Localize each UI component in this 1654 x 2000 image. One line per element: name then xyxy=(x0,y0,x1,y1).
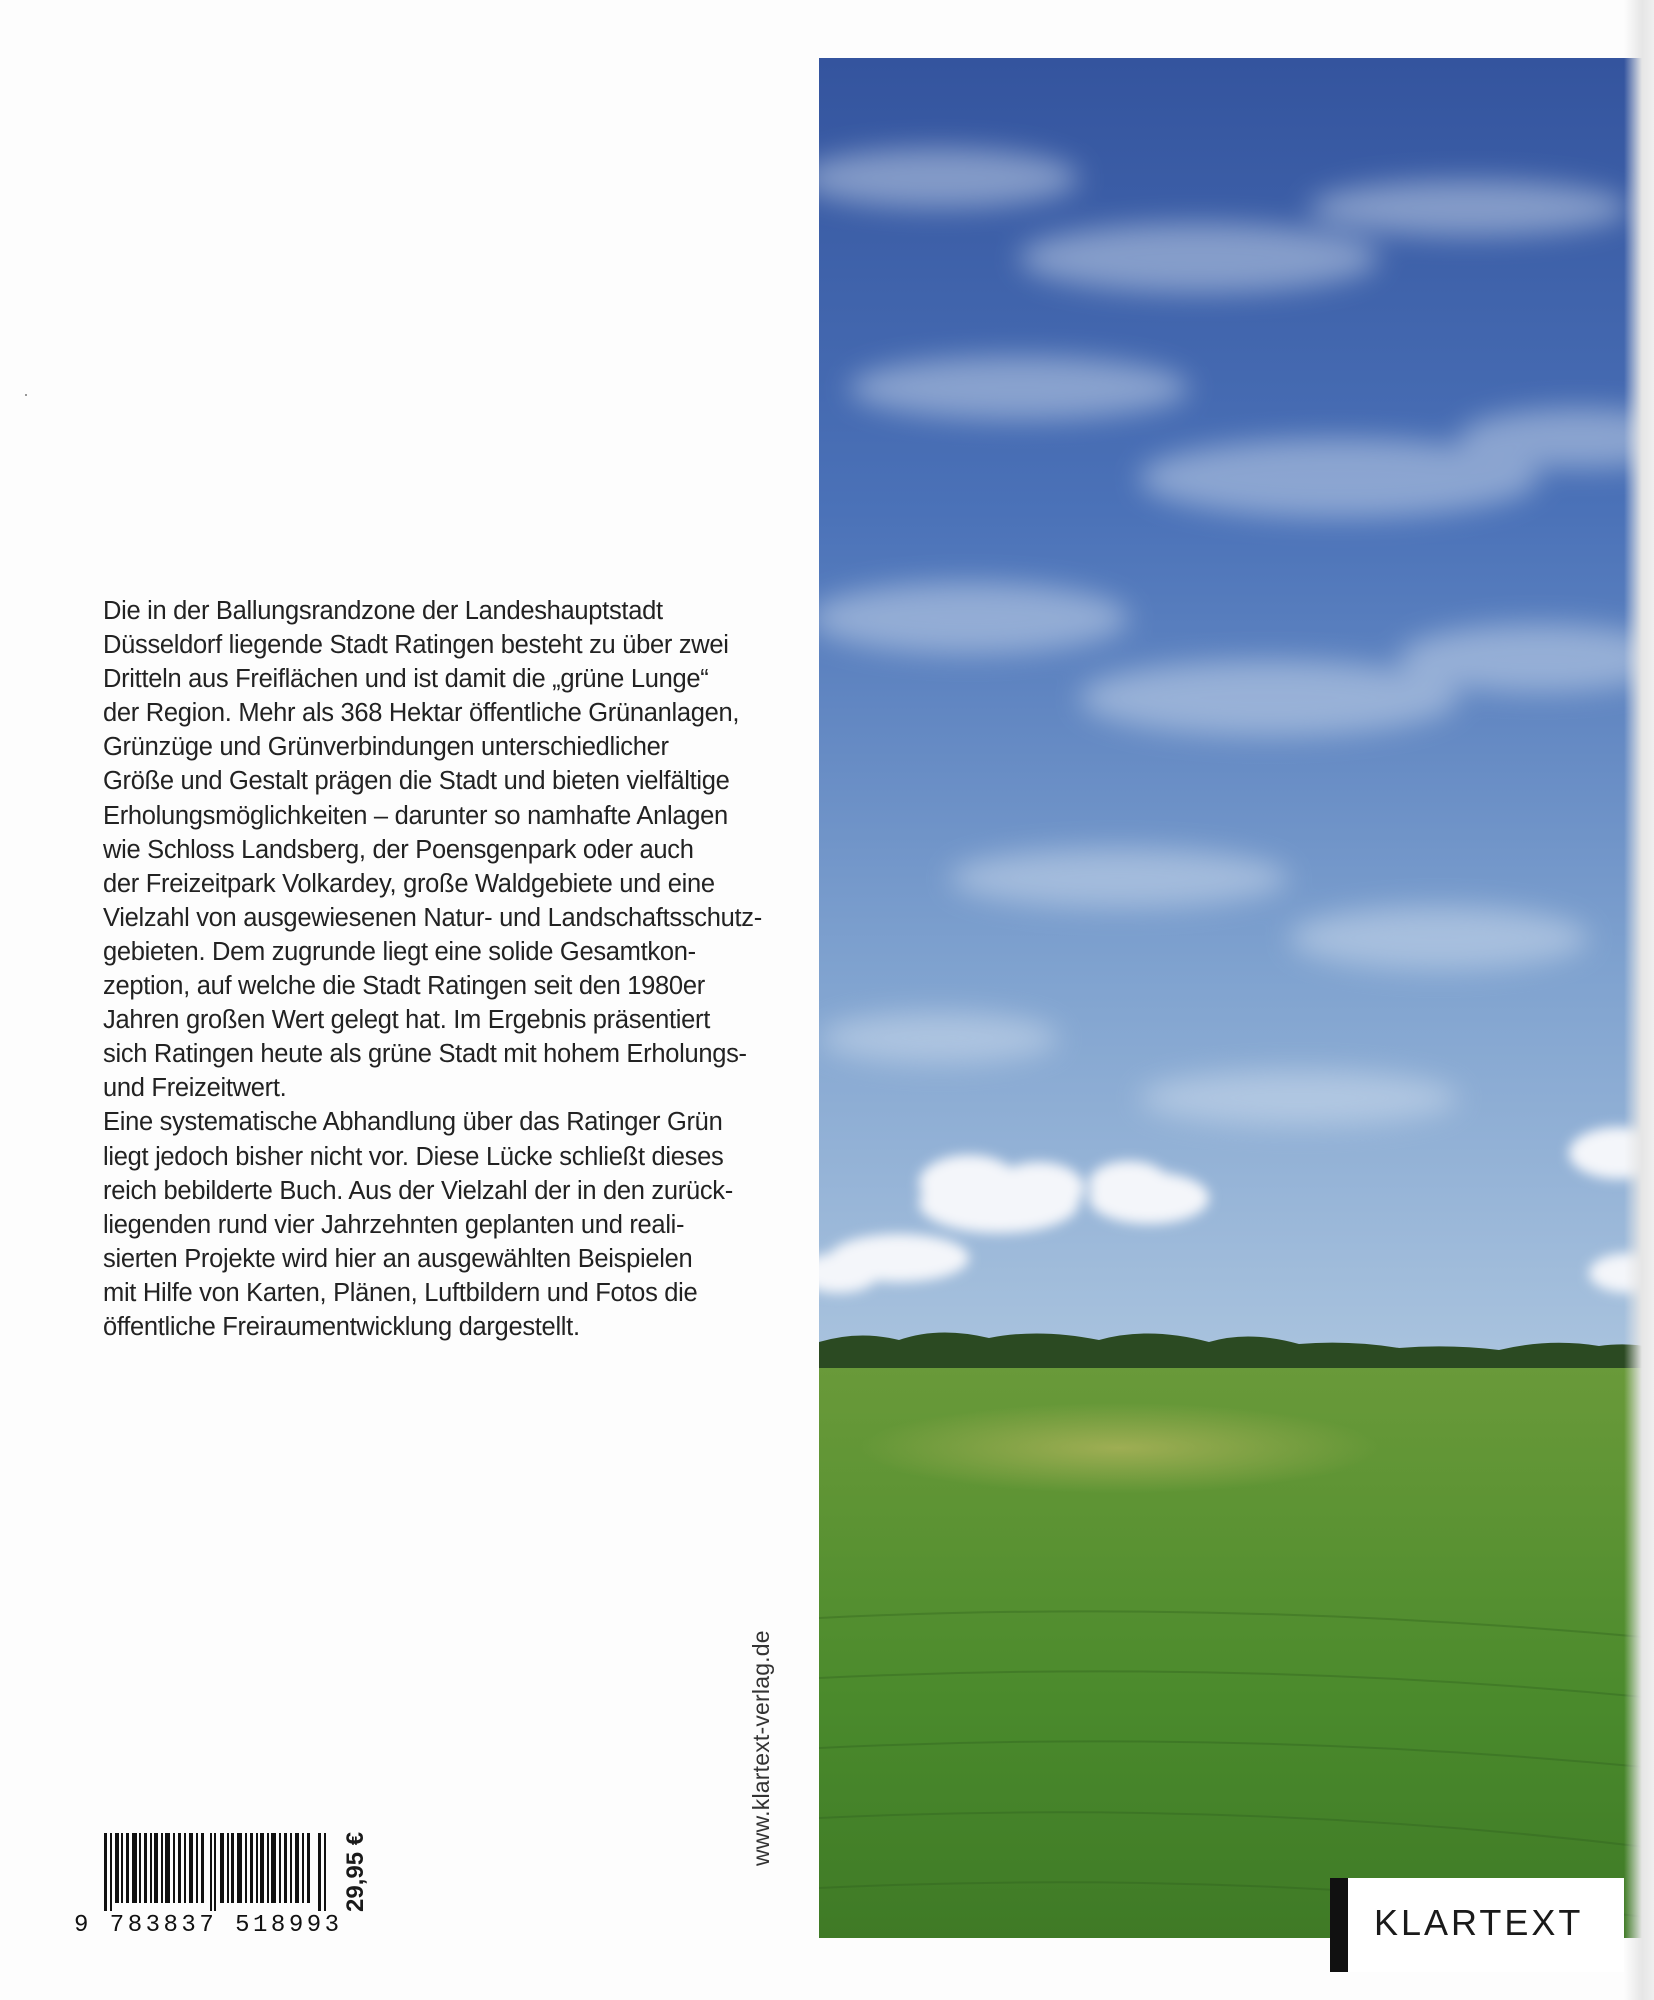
blurb-line: Grünzüge und Grünverbindungen unterschiedlicher xyxy=(103,733,669,762)
blurb-line: liegt jedoch bisher nicht vor. Diese Lücke schließt dieses xyxy=(103,1142,724,1171)
blurb-line: der Region. Mehr als 368 Hektar öffentliche Grünanlagen, xyxy=(103,699,740,728)
scan-speck xyxy=(25,394,27,396)
blurb-line: Erholungsmöglichkeiten – darunter so namhafte Anlagen xyxy=(103,801,728,830)
badge-bar xyxy=(1330,1878,1348,1972)
blurb-line: sich Ratingen heute als grüne Stadt mit hohem Erholungs- xyxy=(103,1040,747,1069)
price-label: 29,95 € xyxy=(342,1831,369,1912)
barcode xyxy=(104,1833,329,1911)
blurb-line: Die in der Ballungsrandzone der Landeshauptstadt xyxy=(103,597,663,625)
blurb-line: gebieten. Dem zugrunde liegt eine solide Gesamtkon- xyxy=(103,937,696,966)
blurb-line: Vielzahl von ausgewiesenen Natur- und Landschaftsschutz- xyxy=(103,903,762,932)
blurb-line: sierten Projekte wird hier an ausgewählten Beispielen xyxy=(103,1244,693,1273)
publisher-logo: KLARTEXT xyxy=(1374,1902,1584,1943)
blurb-line: liegenden rund vier Jahrzehnten geplanten und reali- xyxy=(103,1210,685,1239)
blurb-line: und Freizeitwert. xyxy=(103,1074,287,1103)
blurb-line: wie Schloss Landsberg, der Poensgenpark oder auch xyxy=(103,835,694,864)
spine-edge xyxy=(1624,0,1654,2000)
blurb-text xyxy=(103,594,762,1344)
blurb-line: reich bebilderte Buch. Aus der Vielzahl der in den zurück- xyxy=(103,1176,733,1205)
blurb-line: mit Hilfe von Karten, Plänen, Luftbildern und Fotos die xyxy=(103,1278,698,1307)
blurb-line: Eine systematische Abhandlung über das Ratinger Grün xyxy=(103,1108,723,1137)
blurb-line: Dritteln aus Freiflächen und ist damit die „grüne Lunge“ xyxy=(103,665,709,694)
publisher-url: www.klartext-verlag.de xyxy=(748,1630,774,1866)
blurb-line: Düsseldorf liegende Stadt Ratingen besteht zu über zwei xyxy=(103,631,729,660)
blurb-line: der Freizeitpark Volkardey, große Waldgebiete und eine xyxy=(103,869,715,898)
publisher-badge xyxy=(1330,1878,1624,1972)
blurb-line: Größe und Gestalt prägen die Stadt und bieten vielfältige xyxy=(103,767,730,796)
blurb-line: Jahren großen Wert gelegt hat. Im Ergebnis präsentiert xyxy=(103,1006,710,1035)
landscape-photo xyxy=(819,58,1654,1938)
blurb-line: öffentliche Freiraumentwicklung dargestellt. xyxy=(103,1312,580,1341)
field-highlight xyxy=(859,1403,1379,1493)
blurb-line: zeption, auf welche die Stadt Ratingen seit den 1980er xyxy=(103,972,705,1001)
isbn-number: 9 783837 518993 xyxy=(74,1912,343,1939)
